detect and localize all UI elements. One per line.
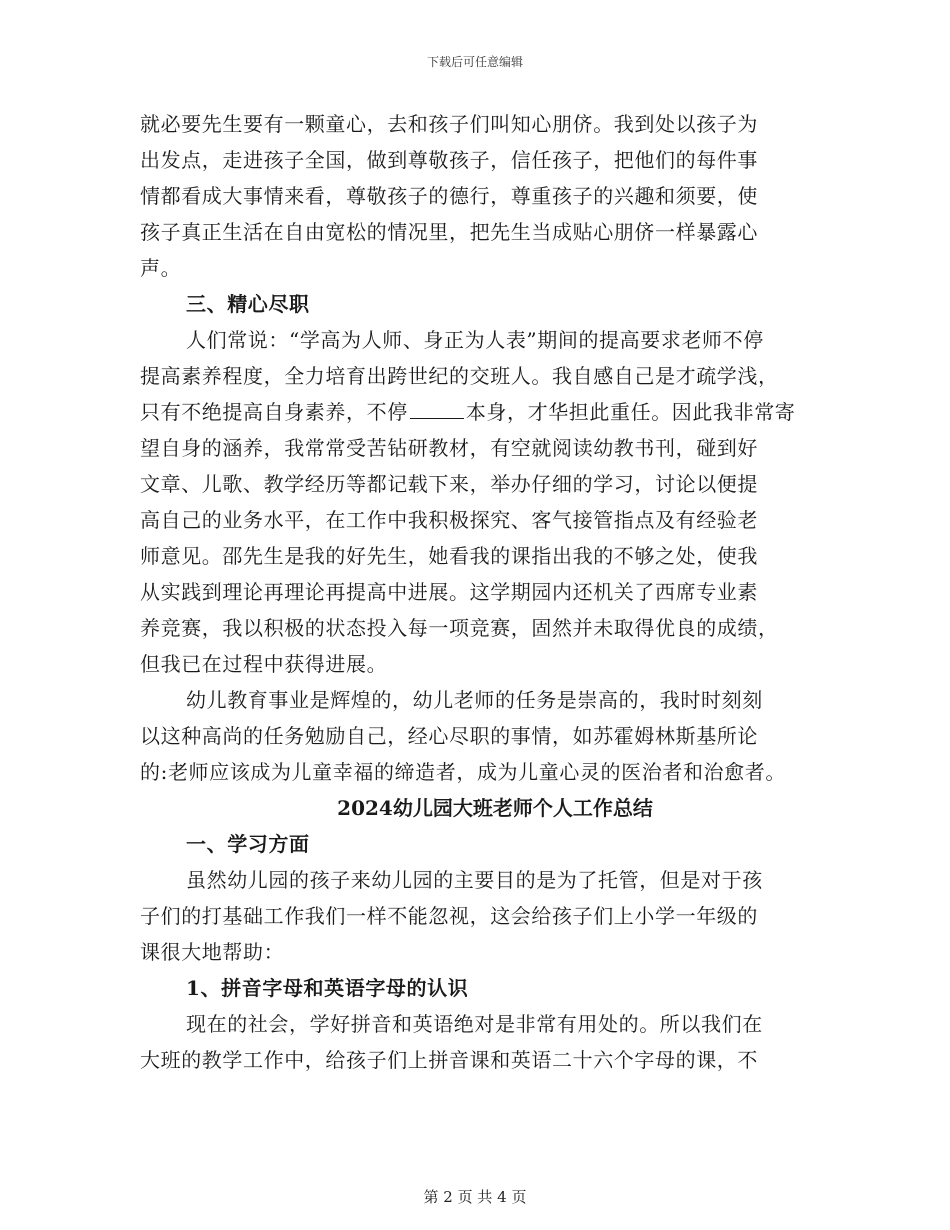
paragraph-line: 大班的教学工作中，给孩子们上拼音课和英语二十六个字母的课，不 [140,1048,758,1072]
paragraph-line: 望自身的涵养，我常常受苦钻研教材，有空就阅读幼教书刊，碰到好 [140,436,758,460]
blank-underline [410,402,464,419]
paragraph-line [140,394,820,430]
paragraph-line: 的:老师应该成为儿童幸福的缔造者，成为儿童心灵的医治者和治愈者。 [140,760,786,784]
paragraph-line: 就必要先生要有一颗童心，去和孩子们叫知心朋侪。我到处以孩子为 [140,112,758,136]
paragraph-line: 但我已在过程中获得进展。 [140,652,388,676]
paragraph-line: 子们的打基础工作我们一样不能忽视，这会给孩子们上小学一年级的 [140,904,758,928]
page-header: 下载后可任意编辑 [426,55,523,69]
page-footer: 第 2 页 共 4 页 [423,1188,527,1206]
document-body [140,106,820,1078]
paragraph-line: 提高素养程度，全力培育出跨世纪的交班人。我自感自己是才疏学浅， [140,364,779,388]
paragraph-line: 虽然幼儿园的孩子来幼儿园的主要目的是为了托管，但是对于孩 [186,868,763,892]
paragraph-text: 只有不绝提高自身素养，不停 [140,400,408,424]
paragraph-text: 本身，才华担此重任。因此我非常寄 [465,400,796,424]
paragraph-line: 文章、儿歌、教学经历等都记载下来，举办仔细的学习，讨论以便提 [140,472,758,496]
paragraph-line: 高自己的业务水平，在工作中我积极探究、客气接管指点及有经验老 [140,508,758,532]
paragraph-line: 师意见。邵先生是我的好先生，她看我的课指出我的不够之处，使我 [140,544,758,568]
paragraph-line: 现在的社会，学好拼音和英语绝对是非常有用处的。所以我们在 [186,1012,763,1036]
paragraph-line: 出发点，走进孩子全国，做到尊敬孩子，信任孩子，把他们的每件事 [140,148,758,172]
section-heading: 三、精心尽职 [186,292,310,316]
paragraph-line: 以这种高尚的任务勉励自己，经心尽职的事情，如苏霍姆林斯基所论 [140,724,758,748]
paragraph-line: 孩子真正生活在自由宽松的情况里，把先生当成贴心朋侪一样暴露心 [140,220,758,244]
paragraph-line: 课很大地帮助： [140,940,285,964]
section-heading: 一、学习方面 [186,832,310,856]
paragraph-line: 情都看成大事情来看，尊敬孩子的德行，尊重孩子的兴趣和须要，使 [140,184,758,208]
subsection-heading: 1、拼音字母和英语字母的认识 [186,976,469,1000]
paragraph-line: 人们常说：“学高为人师、身正为人表”期间的提高要求老师不停 [186,328,764,352]
paragraph-line: 从实践到理论再理论再提高中进展。这学期园内还机关了西席专业素 [140,580,758,604]
paragraph-line: 幼儿教育事业是辉煌的，幼儿老师的任务是崇高的，我时时刻刻 [186,688,763,712]
paragraph-line: 养竞赛，我以积极的状态投入每一项竞赛，固然并未取得优良的成绩， [140,616,779,640]
paragraph-line: 声。 [140,256,182,280]
document-title: 2024幼儿园大班老师个人工作总结 [337,796,653,820]
